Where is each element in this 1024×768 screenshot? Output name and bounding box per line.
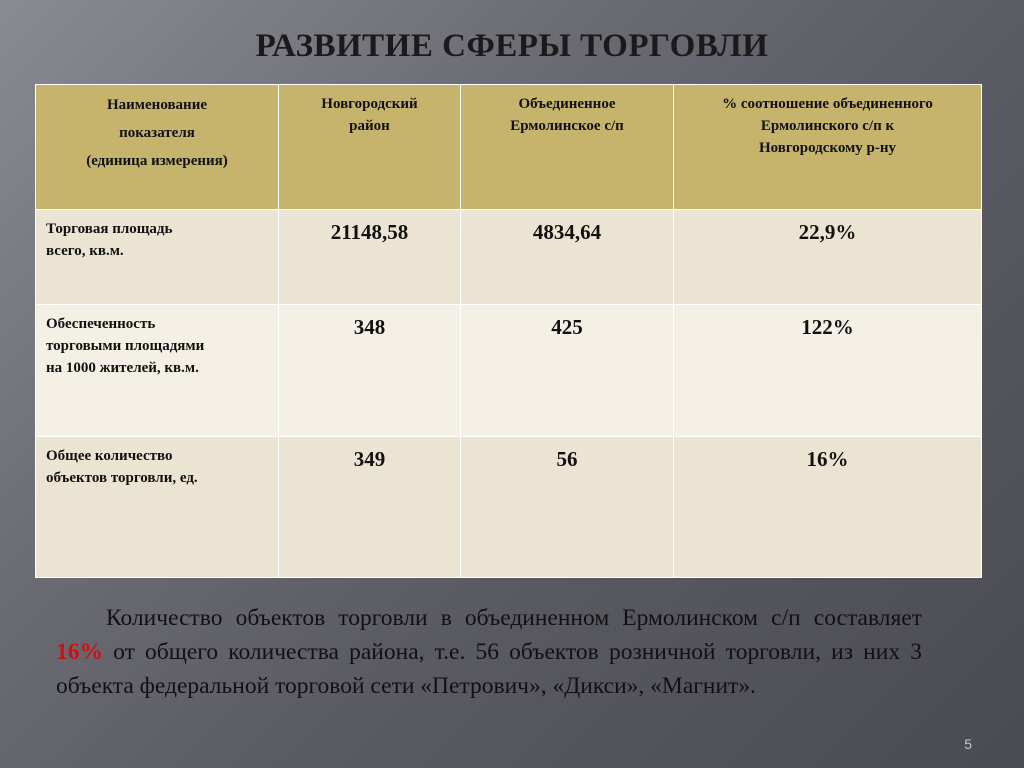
cell-ermolino: 4834,64 xyxy=(461,210,674,305)
summary-text-after: от общего количества района, т.е. 56 объектов розничной торговли, из них 3 объекта федеральной торговой сети «Петрович», «Дикси», «Магнит». xyxy=(56,639,922,699)
data-table xyxy=(35,84,982,578)
label-line: Общее количество xyxy=(46,448,173,464)
cell-novgorod: 21148,58 xyxy=(279,210,461,305)
header-line: % соотношение объединенного xyxy=(722,96,933,112)
cell-ermolino: 425 xyxy=(461,305,674,437)
header-line: Наименование xyxy=(107,97,207,113)
header-line: район xyxy=(349,118,390,134)
header-novgorod xyxy=(279,85,461,210)
cell-ratio: 22,9% xyxy=(674,210,982,305)
row-label xyxy=(36,437,279,578)
table-header-row xyxy=(36,85,982,210)
header-line: Ермолинское с/п xyxy=(510,118,624,134)
cell-novgorod: 348 xyxy=(279,305,461,437)
header-line: Новгородский xyxy=(321,96,418,112)
label-line: Торговая площадь xyxy=(46,221,173,237)
cell-novgorod: 349 xyxy=(279,437,461,578)
cell-ermolino: 56 xyxy=(461,437,674,578)
slide-title: РАЗВИТИЕ СФЕРЫ ТОРГОВЛИ xyxy=(255,28,769,64)
header-line: (единица измерения) xyxy=(86,153,228,169)
header-ratio xyxy=(674,85,982,210)
table-row xyxy=(36,437,982,578)
cell-ratio: 122% xyxy=(674,305,982,437)
summary-paragraph xyxy=(56,601,922,703)
label-line: всего, кв.м. xyxy=(46,243,124,259)
page-number: 5 xyxy=(964,736,972,752)
row-label xyxy=(36,305,279,437)
header-line: показателя xyxy=(119,125,195,141)
summary-text-before: Количество объектов торговли в объединенном Ермолинском с/п составляет xyxy=(106,605,922,631)
label-line: торговыми площадями xyxy=(46,338,205,354)
header-line: Новгородскому р-ну xyxy=(758,140,897,156)
row-label xyxy=(36,210,279,305)
header-line: Ермолинского с/п к xyxy=(760,118,895,134)
summary-highlight: 16% xyxy=(56,639,103,665)
table-row xyxy=(36,210,982,305)
label-line: объектов торговли, ед. xyxy=(46,470,198,486)
cell-ratio: 16% xyxy=(674,437,982,578)
table-row xyxy=(36,305,982,437)
header-indicator xyxy=(36,85,279,210)
label-line: Обеспеченность xyxy=(46,316,156,332)
header-line: Объединенное xyxy=(518,96,616,112)
header-ermolino xyxy=(461,85,674,210)
label-line: на 1000 жителей, кв.м. xyxy=(46,360,199,376)
